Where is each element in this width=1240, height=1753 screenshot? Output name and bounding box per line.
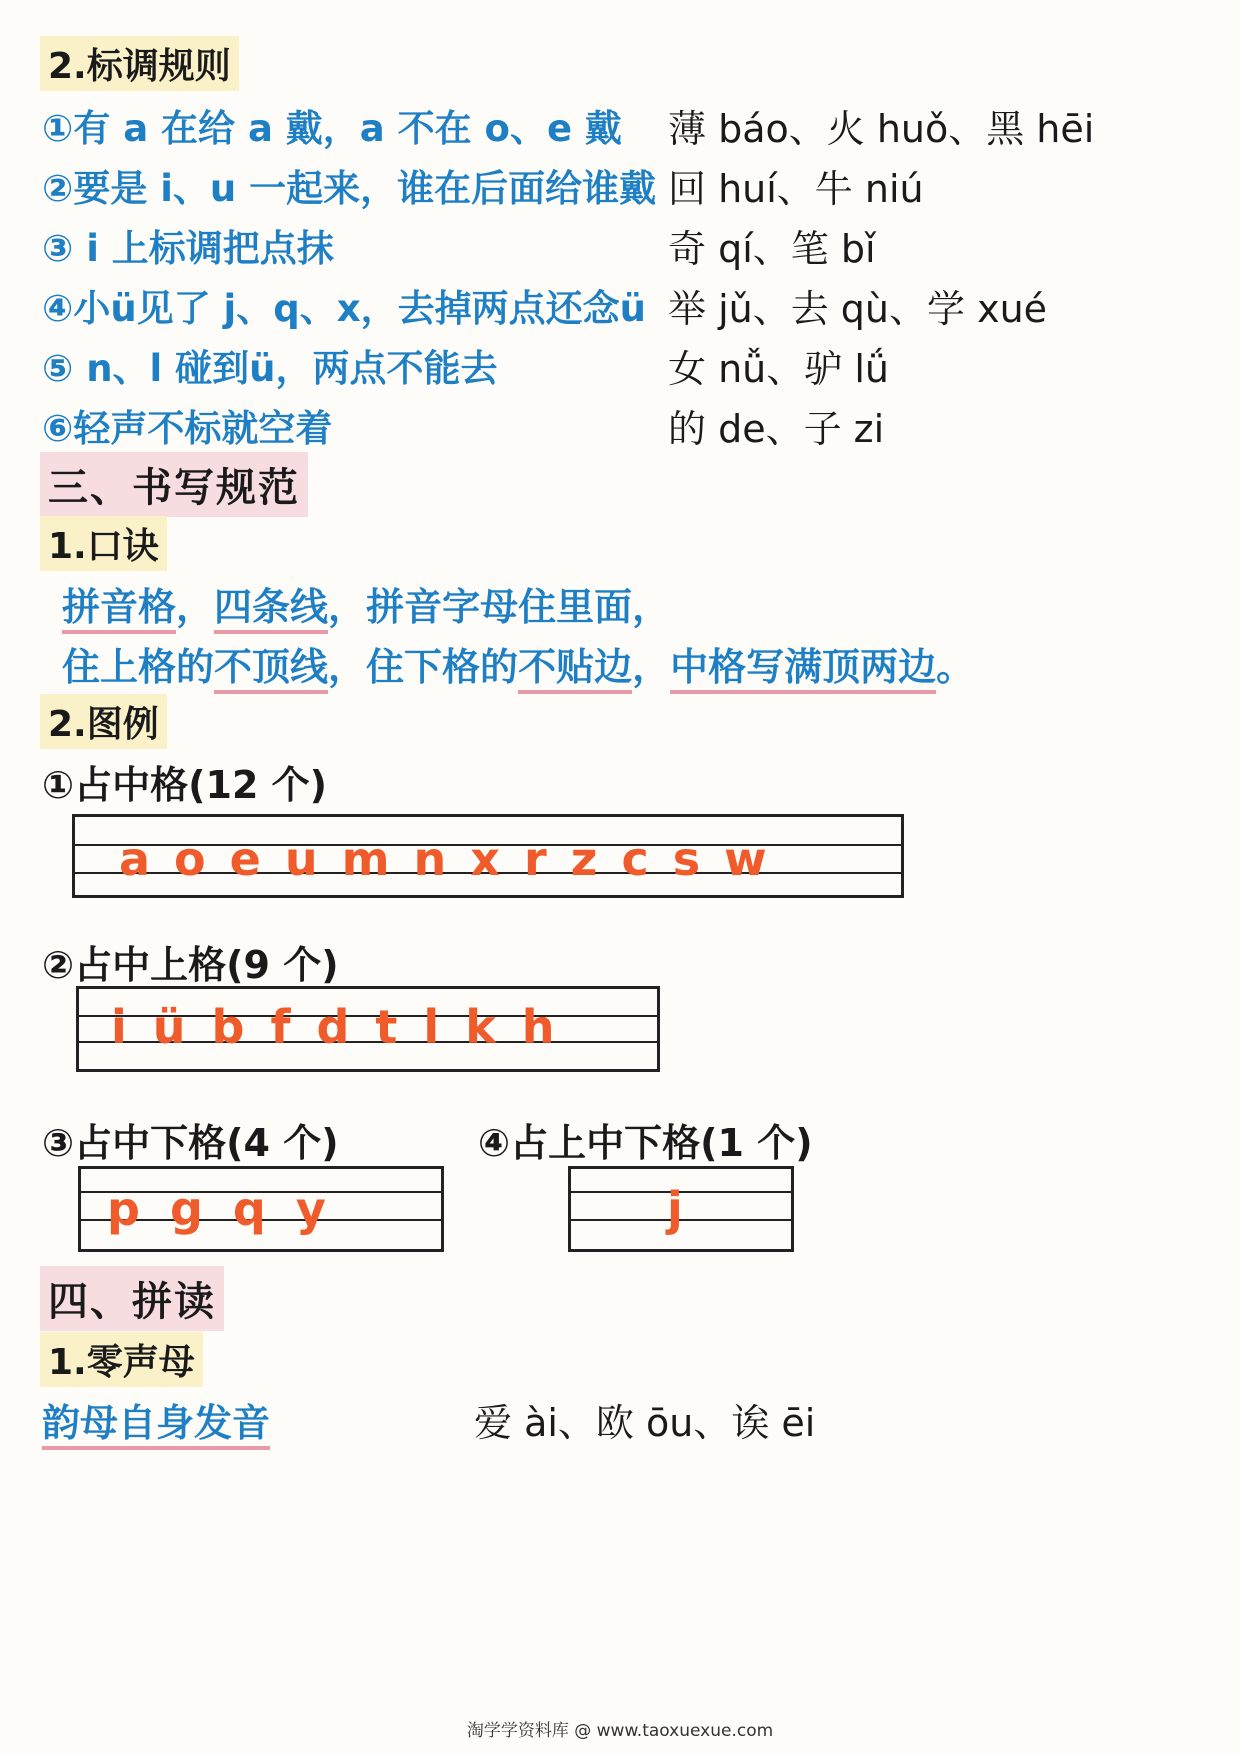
grid-letter: k [465, 1000, 496, 1054]
box3-title: ③占中下格(4 个) [42, 1121, 339, 1165]
tone-rule-3: ③ i 上标调把点抹 [42, 227, 334, 270]
verse-punct: ， [176, 585, 215, 629]
grid-letter: a [119, 832, 151, 886]
tone-example-6: 的 de、子 zi [668, 407, 885, 451]
example-subheading: 2.图例 [40, 694, 167, 749]
grid-letter: p [107, 1182, 140, 1236]
verse-punct: ， [632, 645, 671, 689]
tone-example-1: 薄 báo、火 huǒ、黑 hēi [668, 107, 1095, 151]
grid-letter: u [284, 832, 318, 886]
pinyin-grid-middle-upper [76, 986, 660, 1072]
grid-letter: ü [152, 1000, 186, 1054]
verse-phrase: 拼音字母住里面 [366, 585, 633, 629]
grid-letter: z [570, 832, 598, 886]
box1-letters [75, 831, 901, 887]
tone-example-5: 女 nǚ、驴 lǘ [668, 347, 889, 391]
verse-phrase: 不贴边 [518, 645, 632, 694]
pinyin-grid-full [568, 1166, 794, 1252]
grid-letter: o [174, 832, 206, 886]
grid-letter: t [375, 1000, 398, 1054]
grid-letter: m [341, 832, 390, 886]
verse-subheading: 1.口诀 [40, 516, 167, 571]
grid-letter: s [672, 832, 701, 886]
grid-letter: h [521, 1000, 555, 1054]
box2-title: ②占中上格(9 个) [42, 943, 339, 987]
tone-rule-6: ⑥轻声不标就空着 [42, 407, 333, 450]
grid-letter: x [470, 832, 500, 886]
grid-letter: j [667, 1182, 683, 1236]
tone-rule-4: ④小ü见了 j、q、x，去掉两点还念ü [42, 287, 646, 330]
zero-initial-subheading: 1.零声母 [40, 1332, 203, 1387]
verse-phrase: 住上格的 [62, 645, 215, 689]
zero-initial-example: 爱 ài、欧 ōu、诶 ēi [474, 1401, 816, 1445]
box4-title: ④占上中下格(1 个) [478, 1121, 813, 1165]
grid-letter: d [316, 1000, 350, 1054]
grid-letter: g [169, 1182, 203, 1236]
pinyin-grid-middle-lower [78, 1166, 444, 1252]
grid-letter: r [523, 832, 547, 886]
verse-phrase: 不顶线 [214, 645, 328, 694]
reading-section-heading: 四、拼读 [40, 1266, 224, 1331]
grid-letter: w [724, 832, 767, 886]
tone-rule-5: ⑤ n、l 碰到ü，两点不能去 [42, 347, 498, 390]
grid-letter: i [111, 1000, 127, 1054]
pinyin-grid-middle [72, 814, 904, 898]
verse-punct: ， [632, 585, 671, 629]
grid-letter: c [621, 832, 649, 886]
box1-title: ①占中格(12 个) [42, 763, 328, 807]
verse-phrase: 住下格的 [366, 645, 519, 689]
tone-rule-1: ①有 a 在给 a 戴，a 不在 o、e 戴 [42, 107, 622, 150]
verse-phrase: 中格写满顶两边 [670, 645, 936, 694]
grid-letter: b [211, 1000, 245, 1054]
box2-letters [79, 1001, 657, 1053]
footer-credit: 淘学学资料库 @ www.taoxuexue.com [466, 1721, 774, 1741]
verse-punct: ， [328, 585, 367, 629]
verse-punct: ， [328, 645, 367, 689]
tone-example-4: 举 jǔ、去 qù、学 xué [668, 287, 1048, 331]
grid-letter: f [270, 1000, 291, 1054]
grid-letter: n [413, 832, 447, 886]
grid-letter: l [423, 1000, 440, 1054]
tone-example-3: 奇 qí、笔 bǐ [668, 227, 876, 271]
tone-example-2: 回 huí、牛 niú [668, 167, 924, 211]
tone-rule-2: ②要是 i、u 一起来，谁在后面给谁戴 [42, 167, 657, 210]
verse-punct: 。 [936, 645, 975, 689]
box3-letters [81, 1183, 441, 1235]
zero-initial-rule-text: 韵母自身发音 [42, 1401, 270, 1450]
grid-letter: q [232, 1182, 266, 1236]
verse-line-2 [62, 636, 974, 691]
grid-letter: e [229, 832, 261, 886]
verse-line-1 [62, 576, 670, 631]
verse-phrase: 拼音格 [62, 585, 176, 634]
grid-letter: y [295, 1182, 326, 1236]
verse-phrase: 四条线 [214, 585, 328, 634]
box4-letters [571, 1183, 791, 1235]
tone-rules-heading: 2.标调规则 [40, 36, 239, 91]
writing-section-heading: 三、书写规范 [40, 452, 308, 517]
zero-initial-rule [42, 1392, 270, 1447]
